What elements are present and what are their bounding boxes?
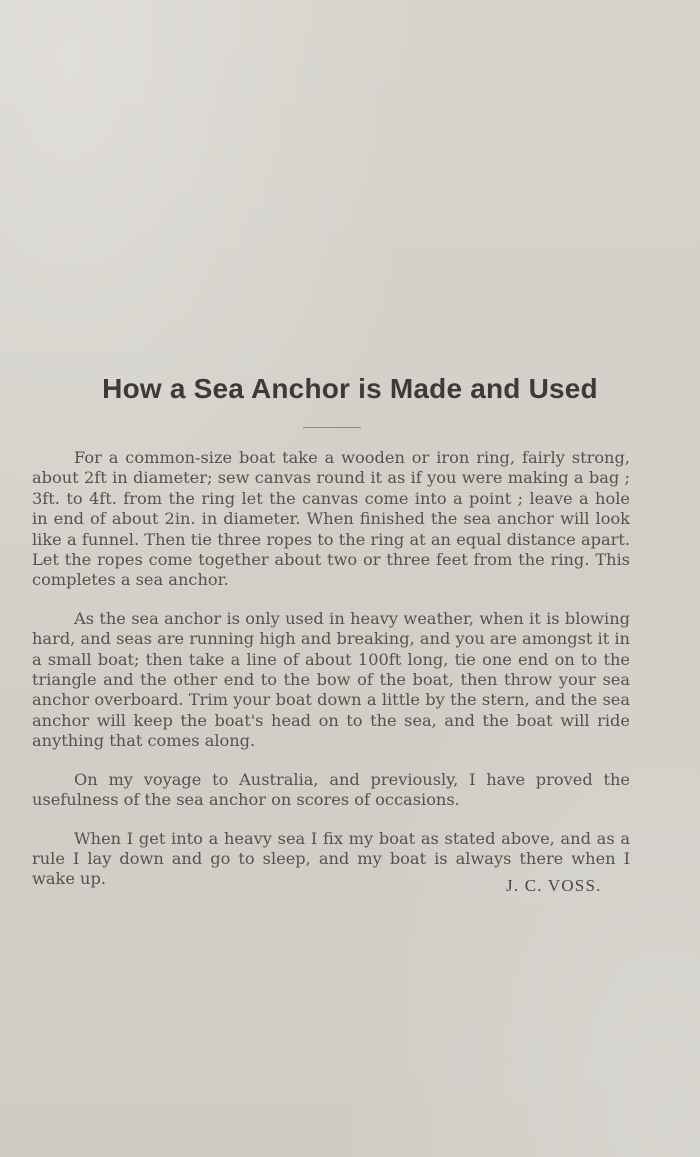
author-signature: J. C. VOSS. [506,876,602,895]
paragraph-experience: On my voyage to Australia, and previously, I have proved the usefulness of the sea anchor on scores of occasions. [32,769,630,810]
paragraph-construction: For a common-size boat take a wooden or iron ring, fairly strong, about 2ft in diameter; sew canvas round it as if you were making a bag ; 3ft. to 4ft. from the ring let the canvas come into a point ; leave a hole in end of about 2in. in diameter. When finished the sea anchor will look like a funnel. Then tie three ropes to the ring at an equal distance apart. Let the ropes come together about two or three feet from the ring. This completes a sea anchor. [32,448,630,590]
paragraph-usage: As the sea anchor is only used in heavy weather, when it is blowing hard, and seas are running high and breaking, and you are amongst it in a small boat; then take a line of about 100ft long, tie one end on to the triangle and the other end to the bow of the boat, then throw your sea anchor overboard. Trim your boat down a little by the stern, and the sea anchor will keep the boat's head on to the sea, and the boat will ride anything that comes along. [32,608,630,751]
article-body [32,448,630,908]
page-title: How a Sea Anchor is Made and Used [102,373,598,404]
title-divider [303,427,361,428]
paragraph-conclusion: When I get into a heavy sea I fix my boat as stated above, and as a rule I lay down and go to sleep, and my boat is always there when I wake up. [32,828,630,889]
